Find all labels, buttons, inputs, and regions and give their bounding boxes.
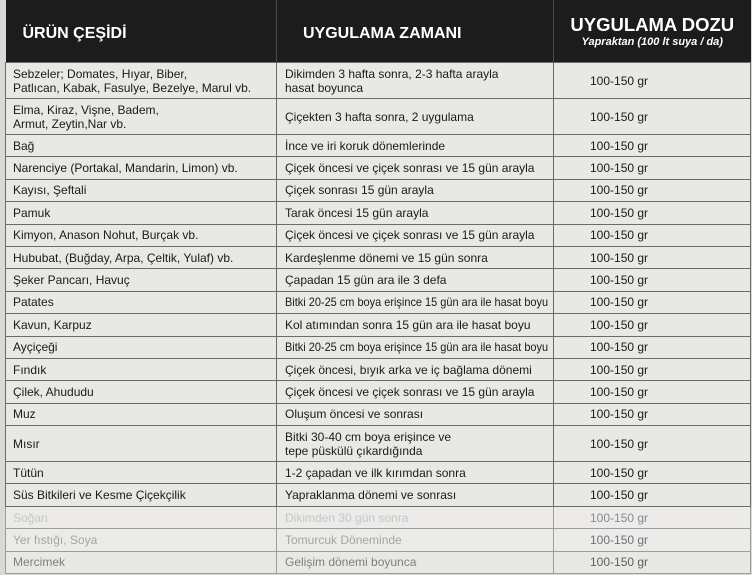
table-header <box>6 0 751 63</box>
timing-text: Çiçek öncesi, bıyık arka ve iç bağlama dönemi <box>285 362 532 377</box>
timing-cell <box>277 246 554 268</box>
timing-text: hasat boyunca <box>285 80 364 95</box>
crop-cell <box>6 291 277 313</box>
crop-cell <box>6 484 277 506</box>
crop-text: Kayısı, Şeftali <box>13 183 87 198</box>
dose-cell <box>554 462 751 484</box>
timing-text: Bitki 20-25 cm boya erişince 15 gün ara ile hasat boyu <box>285 295 549 310</box>
dose-text: 100-150 gr <box>590 510 649 525</box>
dose-cell <box>554 135 751 157</box>
crop-text: Patlıcan, Kabak, Fasulye, Bezelye, Marul vb. <box>13 80 252 95</box>
crop-cell <box>6 336 277 358</box>
dose-text: 100-150 gr <box>590 273 649 288</box>
header-timing <box>277 0 554 63</box>
dose-cell <box>554 426 751 462</box>
table-body <box>6 63 751 574</box>
table-row <box>6 358 751 380</box>
crop-cell <box>6 246 277 268</box>
timing-text: tepe püskülü çıkardığında <box>285 443 423 458</box>
crop-text: Ayçiçeği <box>13 340 58 355</box>
dose-cell <box>554 314 751 336</box>
timing-text: Dikimden 3 hafta sonra, 2-3 hafta arayla <box>285 66 499 81</box>
crop-cell <box>6 462 277 484</box>
table-row <box>6 529 751 551</box>
timing-text: Kardeşlenme dönemi ve 15 gün sonra <box>285 250 488 265</box>
table-row <box>6 224 751 246</box>
timing-cell <box>277 179 554 201</box>
timing-text: Çiçek sonrası 15 gün arayla <box>285 183 434 198</box>
dose-text: 100-150 gr <box>590 340 649 355</box>
table-row <box>6 551 751 573</box>
table-row <box>6 381 751 403</box>
timing-cell <box>277 314 554 336</box>
crop-text: Patates <box>13 295 54 310</box>
timing-text: Tomurcuk Döneminde <box>285 532 402 547</box>
crop-cell <box>6 403 277 425</box>
dose-cell <box>554 224 751 246</box>
table-row <box>6 135 751 157</box>
timing-text: Dikimden 30 gün sonra <box>285 510 409 525</box>
crop-text: Mercimek <box>13 555 66 570</box>
crop-cell <box>6 99 277 135</box>
dose-text: 100-150 gr <box>590 250 649 265</box>
timing-text: İnce ve iri koruk dönemlerinde <box>285 138 446 153</box>
dose-text: 100-150 gr <box>590 532 649 547</box>
timing-text: 1-2 çapadan ve ilk kırımdan sonra <box>285 465 466 480</box>
timing-cell <box>277 462 554 484</box>
table-row <box>6 179 751 201</box>
dose-text: 100-150 gr <box>590 183 649 198</box>
dose-text: 100-150 gr <box>590 161 649 176</box>
crop-cell <box>6 551 277 573</box>
header-row <box>6 0 751 63</box>
crop-text: Mısır <box>13 436 40 451</box>
dose-text: 100-150 gr <box>590 205 649 220</box>
timing-text: Çiçek öncesi ve çiçek sonrası ve 15 gün arayla <box>285 161 535 176</box>
crop-cell <box>6 63 277 99</box>
crop-cell <box>6 314 277 336</box>
timing-cell <box>277 99 554 135</box>
crop-text: Elma, Kiraz, Vişne, Badem, <box>13 102 159 117</box>
crop-text: Sebzeler; Domates, Hıyar, Biber, <box>13 66 188 81</box>
application-table <box>5 0 751 574</box>
crop-cell <box>6 426 277 462</box>
dose-cell <box>554 269 751 291</box>
timing-cell <box>277 63 554 99</box>
table-row <box>6 314 751 336</box>
crop-text: Fındık <box>13 362 47 377</box>
crop-text: Bağ <box>13 138 35 153</box>
dose-cell <box>554 157 751 179</box>
crop-cell <box>6 358 277 380</box>
timing-cell <box>277 135 554 157</box>
table-row <box>6 246 751 268</box>
dose-cell <box>554 246 751 268</box>
dose-cell <box>554 506 751 528</box>
dose-cell <box>554 99 751 135</box>
timing-cell <box>277 269 554 291</box>
table-row <box>6 426 751 462</box>
timing-text: Yapraklanma dönemi ve sonrası <box>285 488 457 503</box>
crop-text: Kimyon, Anason Nohut, Burçak vb. <box>13 228 199 243</box>
table-row <box>6 269 751 291</box>
dose-cell <box>554 551 751 573</box>
timing-text: Çiçek öncesi ve çiçek sonrası ve 15 gün arayla <box>285 228 535 243</box>
dose-text: 100-150 gr <box>590 555 649 570</box>
crop-cell <box>6 506 277 528</box>
crop-text: Kavun, Karpuz <box>13 317 92 332</box>
dose-text: 100-150 gr <box>590 384 649 399</box>
header-timing-label: UYGULAMA ZAMANI <box>303 25 462 42</box>
dose-cell <box>554 291 751 313</box>
crop-text: Pamuk <box>13 205 51 220</box>
crop-text: Tütün <box>13 465 44 480</box>
dose-cell <box>554 529 751 551</box>
dose-cell <box>554 484 751 506</box>
crop-cell <box>6 381 277 403</box>
dose-text: 100-150 gr <box>590 295 649 310</box>
dose-cell <box>554 381 751 403</box>
timing-cell <box>277 202 554 224</box>
crop-cell <box>6 179 277 201</box>
crop-text: Yer fıstığı, Soya <box>13 532 98 547</box>
table-row <box>6 63 751 99</box>
table-row <box>6 202 751 224</box>
timing-text: Çiçek öncesi ve çiçek sonrası ve 15 gün arayla <box>285 384 535 399</box>
table-row <box>6 506 751 528</box>
timing-cell <box>277 358 554 380</box>
timing-cell <box>277 426 554 462</box>
header-dose-label: UYGULAMA DOZU <box>570 14 735 35</box>
timing-text: Bitki 30-40 cm boya erişince ve <box>285 429 452 444</box>
crop-cell <box>6 269 277 291</box>
timing-cell <box>277 291 554 313</box>
timing-text: Bitki 20-25 cm boya erişince 15 gün ara ile hasat boyu <box>285 340 549 355</box>
timing-text: Gelişim dönemi boyunca <box>285 555 417 570</box>
crop-cell <box>6 135 277 157</box>
dose-text: 100-150 gr <box>590 465 649 480</box>
timing-cell <box>277 157 554 179</box>
timing-cell <box>277 336 554 358</box>
header-crop <box>6 0 277 63</box>
crop-text: Süs Bitkileri ve Kesme Çiçekçilik <box>13 488 186 503</box>
dose-text: 100-150 gr <box>590 362 649 377</box>
crop-text: Soğan <box>13 510 48 525</box>
dose-text: 100-150 gr <box>590 317 649 332</box>
table-row <box>6 157 751 179</box>
timing-text: Çiçekten 3 hafta sonra, 2 uygulama <box>285 109 474 124</box>
header-dose <box>554 0 751 63</box>
timing-text: Çapadan 15 gün ara ile 3 defa <box>285 273 447 288</box>
dose-cell <box>554 63 751 99</box>
table-row <box>6 291 751 313</box>
dose-text: 100-150 gr <box>590 109 649 124</box>
table-row <box>6 462 751 484</box>
dose-text: 100-150 gr <box>590 436 649 451</box>
crop-text: Narenciye (Portakal, Mandarin, Limon) vb. <box>13 161 238 176</box>
timing-cell <box>277 551 554 573</box>
dose-cell <box>554 336 751 358</box>
dose-cell <box>554 179 751 201</box>
crop-cell <box>6 224 277 246</box>
crop-cell <box>6 202 277 224</box>
dose-text: 100-150 gr <box>590 228 649 243</box>
timing-text: Oluşum öncesi ve sonrası <box>285 407 424 422</box>
timing-cell <box>277 506 554 528</box>
timing-cell <box>277 224 554 246</box>
header-dose-subtitle: Yapraktan (100 lt suya / da) <box>581 36 723 48</box>
dose-text: 100-150 gr <box>590 138 649 153</box>
dose-cell <box>554 202 751 224</box>
crop-text: Çilek, Ahududu <box>13 384 94 399</box>
crop-text: Muz <box>13 407 36 422</box>
table-row <box>6 99 751 135</box>
dose-text: 100-150 gr <box>590 488 649 503</box>
dose-cell <box>554 403 751 425</box>
timing-cell <box>277 484 554 506</box>
crop-text: Armut, Zeytin,Nar vb. <box>13 116 127 131</box>
dose-text: 100-150 gr <box>590 73 649 88</box>
timing-text: Tarak öncesi 15 gün arayla <box>285 205 429 220</box>
timing-text: Kol atımından sonra 15 gün ara ile hasat boyu <box>285 317 531 332</box>
timing-cell <box>277 381 554 403</box>
table-row <box>6 484 751 506</box>
crop-text: Şeker Pancarı, Havuç <box>13 273 130 288</box>
header-crop-label: ÜRÜN ÇEŞİDİ <box>22 25 127 42</box>
dose-cell <box>554 358 751 380</box>
timing-cell <box>277 529 554 551</box>
table-row <box>6 403 751 425</box>
crop-cell <box>6 157 277 179</box>
timing-cell <box>277 403 554 425</box>
table-row <box>6 336 751 358</box>
crop-cell <box>6 529 277 551</box>
crop-text: Hububat, (Buğday, Arpa, Çeltik, Yulaf) vb. <box>13 250 234 265</box>
dose-text: 100-150 gr <box>590 407 649 422</box>
